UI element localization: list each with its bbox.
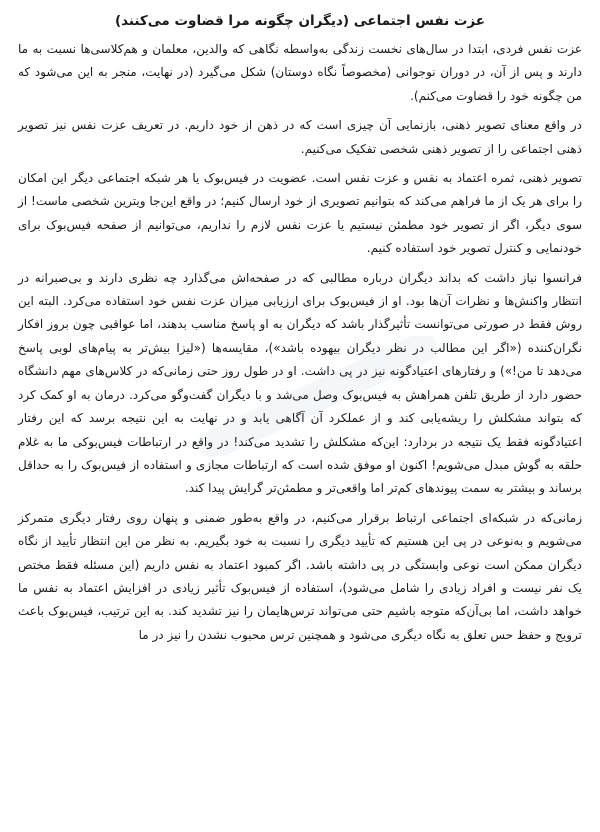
document-title: عزت نفس اجتماعی (دیگران چگونه مرا قضاوت می‌کنند) [114, 13, 486, 29]
document-page [18, 6, 582, 826]
paragraph-4: فرانسوا نیاز داشت که بداند دیگران درباره مطالبی که در صفحه‌اش می‌گذارد چه نظری دارند و بی‌صبرانه در انتظار واکنش‌ها و نظرات آن‌ها بود. او از فیس‌بوک برای ارزیابی میزان عزت نفس خود استفاده می‌کرد. البته این روش فقط در صورتی می‌توانست تأثیرگذار باشد که دیگران به او پاسخ مناسب بدهند، اما عواقبی چون بروز افکار نگران‌کننده («اگر این مطالب در نظر دیگران بیهوده باشد»)، مقایسه‌ها («لیزا بیش‌تر به پیام‌های لوبی پاسخ می‌دهد تا من!») و رفتارهای اعتیادگونه نیز در پی داشت. او در طول روز حتی زمانی‌که در کلاس‌های مهم دانشگاه حضور دارد از طریق تلفن همراهش به فیس‌بوک وصل می‌شد و با دیگران گفت‌وگو می‌کرد. درمان به او کمک کرد که بتواند مشکلش را ریشه‌یابی کند و از عملکرد آن آگاهی یابد و در نهایت به این نتیجه برسد که این رفتار اعتیادگونه فقط یک نتیجه در بردارد: این‌که مشکلش را تشدید می‌کند! در واقع در ارتباطات فیس‌بوکی ما به غلام حلقه به گوش مبدل می‌شویم! اکنون او موفق شده است که ارتباطات مجازی و استفاده از فیس‌بوک را به حداقل برساند و بیشتر به سمت پیوندهای کم‌تر اما واقعی‌تر و مطمئن‌تر گرایش پیدا کند. [18, 270, 582, 496]
paragraph-1: عزت نفس فردی، ابتدا در سال‌های نخست زندگی به‌واسطه نگاهی که والدین، معلمان و هم‌کلاسی‌ها نسبت به ما دارند و پس از آن، در دوران نوجوانی (مخصوصاً نگاه دوستان) شکل می‌گیرد (در نهایت، منجر به این می‌شود که من چگونه خود را قضاوت می‌کنم). [18, 42, 582, 103]
paragraph-5: زمانی‌که در شبکه‌ای اجتماعی ارتباط برقرار می‌کنیم، در واقع به‌طور ضمنی و پنهان روی رفتار دیگری متمرکز می‌شویم و به‌نوعی در پی این هستیم که تأیید دیگری را نسبت به خود بگیریم. به نظر من این انتظار تأیید از نگاه دیگران ممکن است نوعی وابستگی در پی داشته باشد. اگر کمبود اعتماد به نفس داریم (این مسئله فقط مختص یک نفر نیست و افراد زیادی را شامل می‌شود)، استفاده از فیس‌بوک تأثیر زیادی در افزایش اعتماد به نفس ما خواهد داشت، اما بی‌آن‌که متوجه باشیم حتی می‌تواند ترس‌هایمان را نیز تشدید کند. به این ترتیب، فیس‌بوک باعث ترویج و حفظ حس تعلق به نگاه دیگری می‌شود و همچنین ترس محبوب نشدن را نیز در ما [18, 510, 582, 642]
paragraph-2: در واقع معنای تصویر ذهنی، بازنمایی آن چیزی است که در ذهن از خود داریم. در تعریف عزت نفس نیز تصویر ذهنی اجتماعی را از تصویر ذهنی شخصی تفکیک می‌کنیم. [18, 118, 582, 156]
paragraph-3: تصویر ذهنی، ثمره اعتماد به نفس و عزت نفس است. عضویت در فیس‌بوک یا هر شبکه اجتماعی دیگر این امکان را برای هر یک از ما فراهم می‌کند که بتوانیم تصویری از خود ارسال کنیم؛ در واقع این‌جا ویترین شخصی ماست! از سوی دیگر، اگر از تصویر خود مطمئن نیستیم یا عزت نفس لازم را نداریم، می‌توانیم از صفحه فیس‌بوک برای خودنمایی و کنترل تصویر خود استفاده کنیم. [18, 171, 582, 256]
